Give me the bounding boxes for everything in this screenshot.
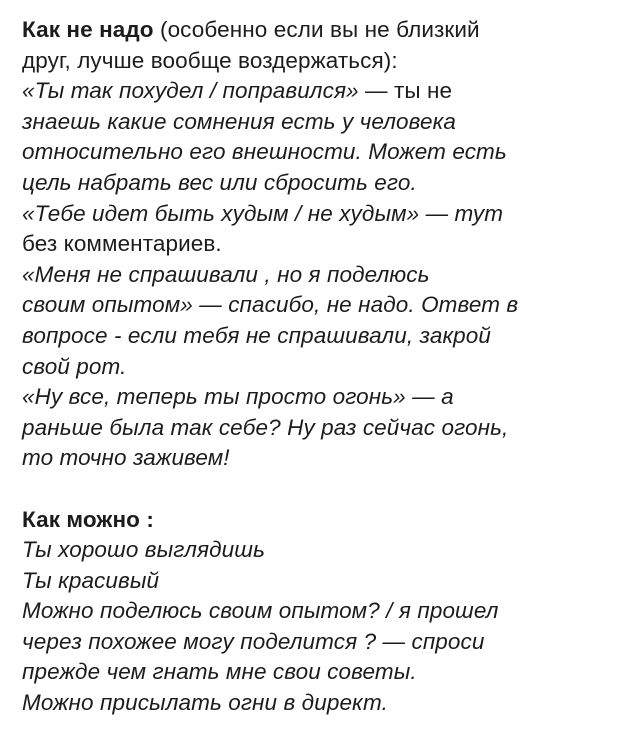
do-line-2: Ты красивый bbox=[22, 567, 160, 593]
dont-item-1-line-3: относительно его внешности. Может есть bbox=[22, 139, 507, 165]
dont-item-2-line-2: без комментариев. bbox=[22, 231, 222, 257]
dont-item-3-line-2 bbox=[22, 290, 596, 321]
do-line-4: через похожее могу поделится ? — спроси bbox=[22, 628, 485, 654]
dont-item-4-line-3: то точно заживем! bbox=[22, 445, 230, 471]
dont-item-4-quote: «Ну все, теперь ты просто огонь» bbox=[22, 384, 406, 410]
dont-item-3-line-4: свой рот. bbox=[22, 353, 127, 379]
dont-item-1-rest: — ты не bbox=[358, 78, 453, 104]
do-line-6: Можно присылать огни в директ. bbox=[22, 690, 388, 716]
dont-item-3-line-1: «Меня не спрашивали , но я поделюсь bbox=[22, 261, 430, 287]
dont-heading: Как не надо bbox=[22, 17, 154, 42]
dont-item-1-line-4: цель набрать вес или сбросить его. bbox=[22, 169, 417, 195]
dont-item-3-line-3: вопросе - если тебя не спрашивали, закрой bbox=[22, 322, 492, 348]
do-heading: Как можно : bbox=[22, 506, 154, 532]
dont-item-3-quote: своим опытом» bbox=[22, 292, 193, 318]
dont-item-3-rest: — спасибо, не надо. Ответ в bbox=[192, 292, 519, 318]
dont-item-2-rest: — тут bbox=[419, 200, 504, 226]
dont-item-4-line-2: раньше была так себе? Ну раз сейчас огонь, bbox=[22, 414, 509, 440]
do-line-1: Ты хорошо выглядишь bbox=[22, 537, 265, 563]
dont-item-1-line-2: знаешь какие сомнения есть у человека bbox=[22, 108, 456, 134]
dont-item-1-line-1 bbox=[22, 76, 596, 107]
dont-item-2-line-1 bbox=[22, 199, 596, 230]
do-line-5: прежде чем гнать мне свои советы. bbox=[22, 659, 417, 685]
dont-item-4-rest: — а bbox=[405, 384, 454, 410]
dont-heading-note: (особенно если вы не близкий bbox=[153, 17, 480, 42]
do-line-3: Можно поделюсь своим опытом? / я прошел bbox=[22, 598, 499, 624]
dont-item-2-quote: «Тебе идет быть худым / не худым» bbox=[22, 200, 420, 226]
dont-heading-note-cont: друг, лучше вообще воздержаться): bbox=[22, 47, 398, 73]
dont-item-1-quote: «Ты так похудел / поправился» bbox=[22, 78, 359, 104]
dont-item-4-line-1 bbox=[22, 382, 596, 413]
section-gap bbox=[22, 474, 596, 505]
dont-heading-line bbox=[22, 15, 596, 46]
